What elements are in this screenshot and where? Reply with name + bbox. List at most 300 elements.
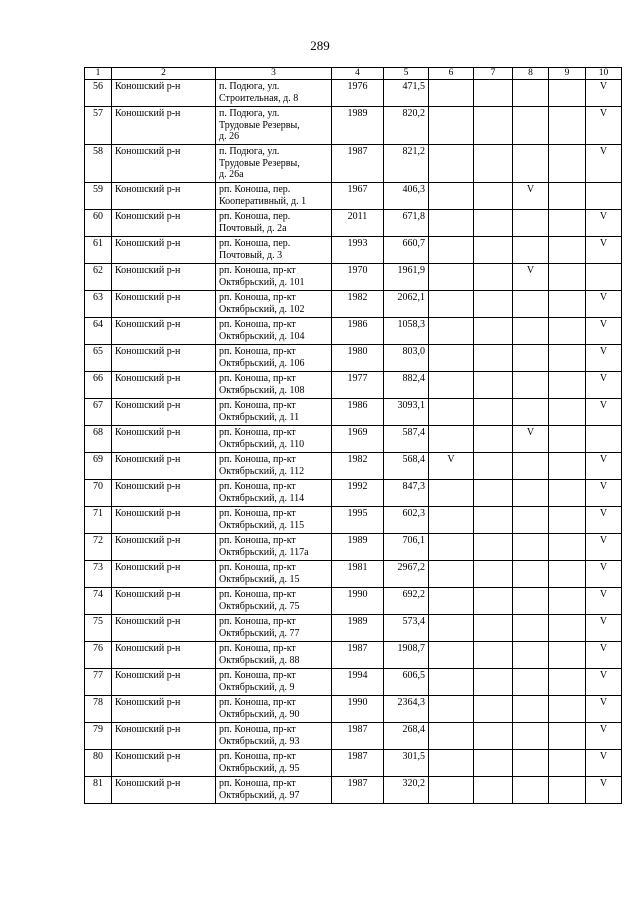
mark-cell-col-7 xyxy=(474,696,513,723)
row-number-cell: 77 xyxy=(85,669,112,696)
mark-cell-col-6 xyxy=(429,507,474,534)
area-cell: 820,2 xyxy=(384,107,429,145)
mark-cell-col-9 xyxy=(549,534,586,561)
address-line: рп. Коноша, пер. xyxy=(219,184,291,195)
address-cell xyxy=(216,426,332,453)
mark-cell-col-6 xyxy=(429,291,474,318)
mark-cell-col-10: V xyxy=(586,318,622,345)
address-cell xyxy=(216,480,332,507)
column-header: 4 xyxy=(332,68,384,80)
district-cell: Коношский р-н xyxy=(112,237,216,264)
district-cell: Коношский р-н xyxy=(112,372,216,399)
mark-cell-col-9 xyxy=(549,318,586,345)
table-row xyxy=(85,723,622,750)
area-cell: 2967,2 xyxy=(384,561,429,588)
address-cell xyxy=(216,399,332,426)
mark-cell-col-6 xyxy=(429,723,474,750)
table-row xyxy=(85,561,622,588)
column-header: 1 xyxy=(85,68,112,80)
mark-cell-col-7 xyxy=(474,318,513,345)
mark-cell-col-9 xyxy=(549,507,586,534)
table-row xyxy=(85,183,622,210)
mark-cell-col-9 xyxy=(549,426,586,453)
mark-cell-col-8 xyxy=(513,534,549,561)
mark-cell-col-6 xyxy=(429,237,474,264)
year-cell: 1989 xyxy=(332,534,384,561)
address-cell xyxy=(216,750,332,777)
year-cell: 1989 xyxy=(332,615,384,642)
mark-cell-col-8 xyxy=(513,588,549,615)
address-line: Трудовые Резервы, xyxy=(219,119,300,131)
area-cell: 660,7 xyxy=(384,237,429,264)
address-cell xyxy=(216,107,332,145)
mark-cell-col-10: V xyxy=(586,561,622,588)
address-line: п. Подюга, ул. xyxy=(219,81,280,92)
mark-cell-col-8 xyxy=(513,480,549,507)
address-cell xyxy=(216,534,332,561)
mark-cell-col-7 xyxy=(474,345,513,372)
district-cell: Коношский р-н xyxy=(112,291,216,318)
mark-cell-col-7 xyxy=(474,264,513,291)
area-cell: 692,2 xyxy=(384,588,429,615)
mark-cell-col-7 xyxy=(474,237,513,264)
year-cell: 1987 xyxy=(332,145,384,183)
mark-cell-col-6 xyxy=(429,669,474,696)
mark-cell-col-9 xyxy=(549,777,586,804)
area-cell: 471,5 xyxy=(384,80,429,107)
address-line: Строительная, д. 8 xyxy=(219,92,299,104)
address-line: Октябрьский, д. 102 xyxy=(219,303,305,315)
address-line: Октябрьский, д. 114 xyxy=(219,492,305,504)
mark-cell-col-6 xyxy=(429,777,474,804)
district-cell: Коношский р-н xyxy=(112,534,216,561)
address-line: рп. Коноша, пр-кт xyxy=(219,562,296,573)
address-line: Октябрьский, д. 108 xyxy=(219,384,305,396)
mark-cell-col-9 xyxy=(549,107,586,145)
area-cell: 2364,3 xyxy=(384,696,429,723)
year-cell: 1969 xyxy=(332,426,384,453)
mark-cell-col-7 xyxy=(474,291,513,318)
year-cell: 1993 xyxy=(332,237,384,264)
table-row xyxy=(85,237,622,264)
address-cell xyxy=(216,453,332,480)
address-line: Октябрьский, д. 75 xyxy=(219,600,300,612)
table-row xyxy=(85,696,622,723)
mark-cell-col-8 xyxy=(513,372,549,399)
mark-cell-col-8 xyxy=(513,107,549,145)
mark-cell-col-8 xyxy=(513,669,549,696)
area-cell: 882,4 xyxy=(384,372,429,399)
table-row xyxy=(85,534,622,561)
district-cell: Коношский р-н xyxy=(112,107,216,145)
address-cell xyxy=(216,372,332,399)
area-cell: 847,3 xyxy=(384,480,429,507)
district-cell: Коношский р-н xyxy=(112,453,216,480)
column-header: 9 xyxy=(549,68,586,80)
column-header: 10 xyxy=(586,68,622,80)
column-header: 5 xyxy=(384,68,429,80)
address-line: Октябрьский, д. 97 xyxy=(219,789,300,801)
mark-cell-col-10: V xyxy=(586,615,622,642)
table-header-row xyxy=(85,68,622,80)
mark-cell-col-8 xyxy=(513,291,549,318)
mark-cell-col-10: V xyxy=(586,750,622,777)
address-line: рп. Коноша, пр-кт xyxy=(219,643,296,654)
area-cell: 573,4 xyxy=(384,615,429,642)
page-number: 289 xyxy=(310,38,330,53)
mark-cell-col-8 xyxy=(513,777,549,804)
area-cell: 671,8 xyxy=(384,210,429,237)
address-cell xyxy=(216,145,332,183)
mark-cell-col-9 xyxy=(549,588,586,615)
year-cell: 1990 xyxy=(332,588,384,615)
address-cell xyxy=(216,264,332,291)
area-cell: 1961,9 xyxy=(384,264,429,291)
mark-cell-col-10: V xyxy=(586,588,622,615)
table-row xyxy=(85,453,622,480)
mark-cell-col-6 xyxy=(429,399,474,426)
table-row xyxy=(85,264,622,291)
address-line: Октябрьский, д. 110 xyxy=(219,438,305,450)
row-number-cell: 80 xyxy=(85,750,112,777)
address-line: рп. Коноша, пер. xyxy=(219,211,291,222)
mark-cell-col-10: V xyxy=(586,291,622,318)
mark-cell-col-9 xyxy=(549,696,586,723)
address-cell xyxy=(216,237,332,264)
area-cell: 706,1 xyxy=(384,534,429,561)
address-cell xyxy=(216,507,332,534)
year-cell: 1992 xyxy=(332,480,384,507)
address-cell xyxy=(216,723,332,750)
mark-cell-col-8 xyxy=(513,237,549,264)
address-line: Октябрьский, д. 115 xyxy=(219,519,305,531)
row-number-cell: 70 xyxy=(85,480,112,507)
table-row xyxy=(85,507,622,534)
mark-cell-col-10: V xyxy=(586,534,622,561)
mark-cell-col-9 xyxy=(549,237,586,264)
mark-cell-col-8 xyxy=(513,696,549,723)
mark-cell-col-10: V xyxy=(586,399,622,426)
area-cell: 1058,3 xyxy=(384,318,429,345)
mark-cell-col-10 xyxy=(586,183,622,210)
mark-cell-col-9 xyxy=(549,291,586,318)
mark-cell-col-7 xyxy=(474,669,513,696)
address-line: Кооперативный, д. 1 xyxy=(219,195,307,207)
table-row xyxy=(85,80,622,107)
address-line: рп. Коноша, пр-кт xyxy=(219,373,296,384)
address-line: п. Подюга, ул. xyxy=(219,146,280,157)
address-cell xyxy=(216,642,332,669)
row-number-cell: 67 xyxy=(85,399,112,426)
mark-cell-col-8 xyxy=(513,145,549,183)
mark-cell-col-9 xyxy=(549,453,586,480)
mark-cell-col-10: V xyxy=(586,345,622,372)
mark-cell-col-6 xyxy=(429,588,474,615)
area-cell: 568,4 xyxy=(384,453,429,480)
mark-cell-col-10: V xyxy=(586,237,622,264)
mark-cell-col-10: V xyxy=(586,145,622,183)
mark-cell-col-10: V xyxy=(586,372,622,399)
mark-cell-col-8 xyxy=(513,399,549,426)
row-number-cell: 64 xyxy=(85,318,112,345)
district-cell: Коношский р-н xyxy=(112,507,216,534)
year-cell: 1995 xyxy=(332,507,384,534)
table-row xyxy=(85,145,622,183)
address-line: Октябрьский, д. 9 xyxy=(219,681,295,693)
mark-cell-col-6 xyxy=(429,183,474,210)
column-header: 3 xyxy=(216,68,332,80)
table-row xyxy=(85,318,622,345)
mark-cell-col-7 xyxy=(474,145,513,183)
table-row xyxy=(85,372,622,399)
column-header: 8 xyxy=(513,68,549,80)
year-cell: 1982 xyxy=(332,291,384,318)
table-row xyxy=(85,107,622,145)
address-line: рп. Коноша, пр-кт xyxy=(219,616,296,627)
mark-cell-col-7 xyxy=(474,507,513,534)
mark-cell-col-9 xyxy=(549,210,586,237)
district-cell: Коношский р-н xyxy=(112,210,216,237)
year-cell: 1980 xyxy=(332,345,384,372)
mark-cell-col-10 xyxy=(586,264,622,291)
address-line: Октябрьский, д. 77 xyxy=(219,627,300,639)
mark-cell-col-10 xyxy=(586,426,622,453)
mark-cell-col-10: V xyxy=(586,777,622,804)
year-cell: 2011 xyxy=(332,210,384,237)
row-number-cell: 61 xyxy=(85,237,112,264)
district-cell: Коношский р-н xyxy=(112,345,216,372)
table-row xyxy=(85,777,622,804)
mark-cell-col-9 xyxy=(549,264,586,291)
address-line: Почтовый, д. 3 xyxy=(219,249,283,261)
table-row xyxy=(85,480,622,507)
mark-cell-col-8 xyxy=(513,210,549,237)
mark-cell-col-10: V xyxy=(586,696,622,723)
row-number-cell: 76 xyxy=(85,642,112,669)
address-line: Октябрьский, д. 90 xyxy=(219,708,300,720)
row-number-cell: 71 xyxy=(85,507,112,534)
mark-cell-col-8 xyxy=(513,453,549,480)
row-number-cell: 57 xyxy=(85,107,112,145)
year-cell: 1970 xyxy=(332,264,384,291)
address-line: рп. Коноша, пр-кт xyxy=(219,481,296,492)
mark-cell-col-8: V xyxy=(513,426,549,453)
address-line: рп. Коноша, пр-кт xyxy=(219,670,296,681)
mark-cell-col-6 xyxy=(429,145,474,183)
address-line: рп. Коноша, пр-кт xyxy=(219,427,296,438)
district-cell: Коношский р-н xyxy=(112,696,216,723)
area-cell: 268,4 xyxy=(384,723,429,750)
area-cell: 3093,1 xyxy=(384,399,429,426)
row-number-cell: 58 xyxy=(85,145,112,183)
district-cell: Коношский р-н xyxy=(112,426,216,453)
address-cell xyxy=(216,588,332,615)
address-line: рп. Коноша, пр-кт xyxy=(219,400,296,411)
row-number-cell: 81 xyxy=(85,777,112,804)
mark-cell-col-7 xyxy=(474,777,513,804)
table-row xyxy=(85,426,622,453)
mark-cell-col-6 xyxy=(429,696,474,723)
address-line: рп. Коноша, пр-кт xyxy=(219,751,296,762)
address-line: Октябрьский, д. 15 xyxy=(219,573,300,585)
address-line: Октябрьский, д. 88 xyxy=(219,654,300,666)
mark-cell-col-6 xyxy=(429,426,474,453)
mark-cell-col-7 xyxy=(474,615,513,642)
mark-cell-col-9 xyxy=(549,615,586,642)
area-cell: 606,5 xyxy=(384,669,429,696)
mark-cell-col-7 xyxy=(474,372,513,399)
table-body xyxy=(85,68,622,804)
year-cell: 1987 xyxy=(332,723,384,750)
address-line: Октябрьский, д. 117а xyxy=(219,546,309,558)
address-line: Октябрьский, д. 106 xyxy=(219,357,305,369)
address-line: Почтовый, д. 2а xyxy=(219,222,287,234)
address-line: Октябрьский, д. 11 xyxy=(219,411,300,423)
mark-cell-col-8 xyxy=(513,723,549,750)
row-number-cell: 74 xyxy=(85,588,112,615)
mark-cell-col-8: V xyxy=(513,264,549,291)
mark-cell-col-10: V xyxy=(586,107,622,145)
address-line: Трудовые Резервы, xyxy=(219,157,300,169)
address-line: рп. Коноша, пр-кт xyxy=(219,292,296,303)
year-cell: 1967 xyxy=(332,183,384,210)
mark-cell-col-8 xyxy=(513,318,549,345)
mark-cell-col-9 xyxy=(549,80,586,107)
mark-cell-col-6 xyxy=(429,318,474,345)
table-row xyxy=(85,669,622,696)
address-line: рп. Коноша, пр-кт xyxy=(219,724,296,735)
row-number-cell: 75 xyxy=(85,615,112,642)
mark-cell-col-6 xyxy=(429,345,474,372)
mark-cell-col-6 xyxy=(429,210,474,237)
address-cell xyxy=(216,80,332,107)
address-line: рп. Коноша, пр-кт xyxy=(219,508,296,519)
row-number-cell: 62 xyxy=(85,264,112,291)
area-cell: 803,0 xyxy=(384,345,429,372)
mark-cell-col-7 xyxy=(474,723,513,750)
row-number-cell: 63 xyxy=(85,291,112,318)
mark-cell-col-10: V xyxy=(586,80,622,107)
row-number-cell: 60 xyxy=(85,210,112,237)
mark-cell-col-7 xyxy=(474,426,513,453)
row-number-cell: 65 xyxy=(85,345,112,372)
mark-cell-col-6 xyxy=(429,80,474,107)
year-cell: 1987 xyxy=(332,750,384,777)
mark-cell-col-7 xyxy=(474,561,513,588)
mark-cell-col-7 xyxy=(474,399,513,426)
mark-cell-col-7 xyxy=(474,642,513,669)
mark-cell-col-8 xyxy=(513,642,549,669)
mark-cell-col-9 xyxy=(549,145,586,183)
year-cell: 1981 xyxy=(332,561,384,588)
year-cell: 1976 xyxy=(332,80,384,107)
district-cell: Коношский р-н xyxy=(112,777,216,804)
mark-cell-col-8 xyxy=(513,345,549,372)
address-cell xyxy=(216,777,332,804)
table-row xyxy=(85,642,622,669)
mark-cell-col-10: V xyxy=(586,642,622,669)
mark-cell-col-6 xyxy=(429,561,474,588)
mark-cell-col-10: V xyxy=(586,507,622,534)
area-cell: 821,2 xyxy=(384,145,429,183)
mark-cell-col-6 xyxy=(429,534,474,561)
address-line: рп. Коноша, пр-кт xyxy=(219,697,296,708)
row-number-cell: 59 xyxy=(85,183,112,210)
year-cell: 1982 xyxy=(332,453,384,480)
mark-cell-col-9 xyxy=(549,399,586,426)
year-cell: 1987 xyxy=(332,642,384,669)
table-row xyxy=(85,291,622,318)
mark-cell-col-10: V xyxy=(586,453,622,480)
table-row xyxy=(85,615,622,642)
address-line: рп. Коноша, пер. xyxy=(219,238,291,249)
district-cell: Коношский р-н xyxy=(112,615,216,642)
address-cell xyxy=(216,615,332,642)
district-cell: Коношский р-н xyxy=(112,561,216,588)
mark-cell-col-7 xyxy=(474,107,513,145)
district-cell: Коношский р-н xyxy=(112,669,216,696)
mark-cell-col-6: V xyxy=(429,453,474,480)
mark-cell-col-9 xyxy=(549,561,586,588)
area-cell: 587,4 xyxy=(384,426,429,453)
table-row xyxy=(85,399,622,426)
year-cell: 1994 xyxy=(332,669,384,696)
row-number-cell: 56 xyxy=(85,80,112,107)
column-header: 2 xyxy=(112,68,216,80)
mark-cell-col-7 xyxy=(474,183,513,210)
area-cell: 2062,1 xyxy=(384,291,429,318)
address-line: рп. Коноша, пр-кт xyxy=(219,589,296,600)
mark-cell-col-8 xyxy=(513,561,549,588)
year-cell: 1977 xyxy=(332,372,384,399)
address-line: Октябрьский, д. 104 xyxy=(219,330,305,342)
mark-cell-col-10: V xyxy=(586,723,622,750)
mark-cell-col-8: V xyxy=(513,183,549,210)
district-cell: Коношский р-н xyxy=(112,264,216,291)
mark-cell-col-9 xyxy=(549,372,586,399)
mark-cell-col-7 xyxy=(474,750,513,777)
row-number-cell: 69 xyxy=(85,453,112,480)
address-line: д. 26а xyxy=(219,169,244,181)
district-cell: Коношский р-н xyxy=(112,145,216,183)
address-line: рп. Коноша, пр-кт xyxy=(219,265,296,276)
row-number-cell: 68 xyxy=(85,426,112,453)
area-cell: 301,5 xyxy=(384,750,429,777)
mark-cell-col-8 xyxy=(513,507,549,534)
area-cell: 602,3 xyxy=(384,507,429,534)
mark-cell-col-9 xyxy=(549,750,586,777)
row-number-cell: 72 xyxy=(85,534,112,561)
address-cell xyxy=(216,183,332,210)
mark-cell-col-8 xyxy=(513,80,549,107)
address-cell xyxy=(216,345,332,372)
table-row xyxy=(85,210,622,237)
year-cell: 1986 xyxy=(332,399,384,426)
address-cell xyxy=(216,696,332,723)
district-cell: Коношский р-н xyxy=(112,750,216,777)
address-line: рп. Коноша, пр-кт xyxy=(219,535,296,546)
column-header: 6 xyxy=(429,68,474,80)
row-number-cell: 79 xyxy=(85,723,112,750)
mark-cell-col-6 xyxy=(429,480,474,507)
mark-cell-col-7 xyxy=(474,534,513,561)
address-line: Октябрьский, д. 95 xyxy=(219,762,300,774)
address-line: Октябрьский, д. 93 xyxy=(219,735,300,747)
table-row xyxy=(85,588,622,615)
address-line: рп. Коноша, пр-кт xyxy=(219,319,296,330)
row-number-cell: 73 xyxy=(85,561,112,588)
mark-cell-col-9 xyxy=(549,723,586,750)
